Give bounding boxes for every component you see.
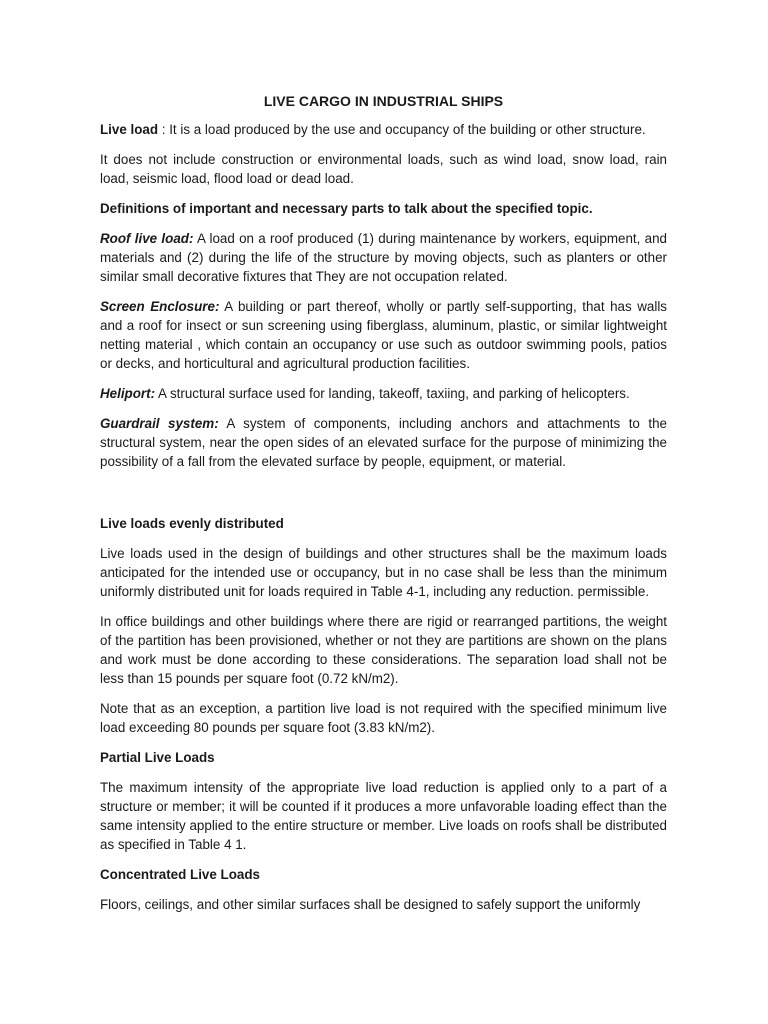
uniform-loads-heading: Live loads evenly distributed: [100, 516, 284, 531]
uniform-paragraph-3: Note that as an exception, a partition live load is not required with the specified minimum live load exceeding 80 pounds per square foot (3.83 kN/m2).: [100, 701, 667, 735]
uniform-paragraph-1: Live loads used in the design of buildings and other structures shall be the maximum loads anticipated for the intended use or occupancy, but in no case shall be less than the minimum uniformly distributed unit for loads required in Table 4-1, including any reduction. permissible.: [100, 546, 667, 599]
uniform-paragraph-2: In office buildings and other buildings where there are rigid or rearranged partitions, the weight of the partition has been provisioned, whether or not they are partitions are shown on the plans and work must be done according to these considerations. The separation load shall not be less than 15 pounds per square foot (0.72 kN/m2).: [100, 614, 667, 686]
definition-term: Guardrail system:: [100, 416, 219, 431]
partial-loads-heading: Partial Live Loads: [100, 750, 215, 765]
concentrated-loads-heading: Concentrated Live Loads: [100, 867, 260, 882]
definition-roof-live-load: [100, 229, 667, 286]
live-load-term: Live load: [100, 122, 159, 137]
definition-text: A structural surface used for landing, takeoff, taxiing, and parking of helicopters.: [155, 386, 630, 401]
definition-term: Heliport:: [100, 386, 156, 401]
definition-text: A building or part thereof, wholly or partly self-supporting, that has walls and a roof for insect or sun screening using fiberglass, aluminum, plastic, or similar lightweight netting material , which contain an occupancy or use such as outdoor swimming pools, patios or decks, and horticultural and agricultural production facilities.: [100, 299, 667, 371]
partial-loads-paragraph: The maximum intensity of the appropriate live load reduction is applied only to a part of a structure or member; it will be counted if it produces a more unfavorable loading effect than the same intensity applied to the entire structure or member. Live loads on roofs shall be distributed as specified in Table 4 1.: [100, 780, 667, 852]
definition-guardrail-system: [100, 414, 667, 471]
definitions-heading: Definitions of important and necessary parts to talk about the specified topic.: [100, 201, 593, 216]
live-load-paragraph: [100, 120, 667, 139]
exclusions-paragraph: It does not include construction or environmental loads, such as wind load, snow load, rain load, seismic load, flood load or dead load.: [100, 152, 667, 186]
concentrated-loads-paragraph: Floors, ceilings, and other similar surfaces shall be designed to safely support the uniformly: [100, 897, 641, 912]
definition-term: Screen Enclosure:: [100, 299, 220, 314]
definition-text: A system of components, including anchors and attachments to the structural system, near the open sides of an elevated surface for the purpose of minimizing the possibility of a fall from the elevated surface by people, equipment, or material.: [100, 416, 667, 469]
definition-heliport: [100, 384, 667, 403]
definition-text: A load on a roof produced (1) during maintenance by workers, equipment, and materials and (2) during the life of the structure by moving objects, such as planters or other similar small decorative fixtures that They are not occupation related.: [100, 231, 667, 284]
document-title: LIVE CARGO IN INDUSTRIAL SHIPS: [263, 93, 504, 109]
definition-term: Roof live load:: [100, 231, 194, 246]
section-spacer: [100, 482, 667, 514]
definition-screen-enclosure: [100, 297, 667, 373]
live-load-text: : It is a load produced by the use and occupancy of the building or other structure.: [158, 122, 646, 137]
